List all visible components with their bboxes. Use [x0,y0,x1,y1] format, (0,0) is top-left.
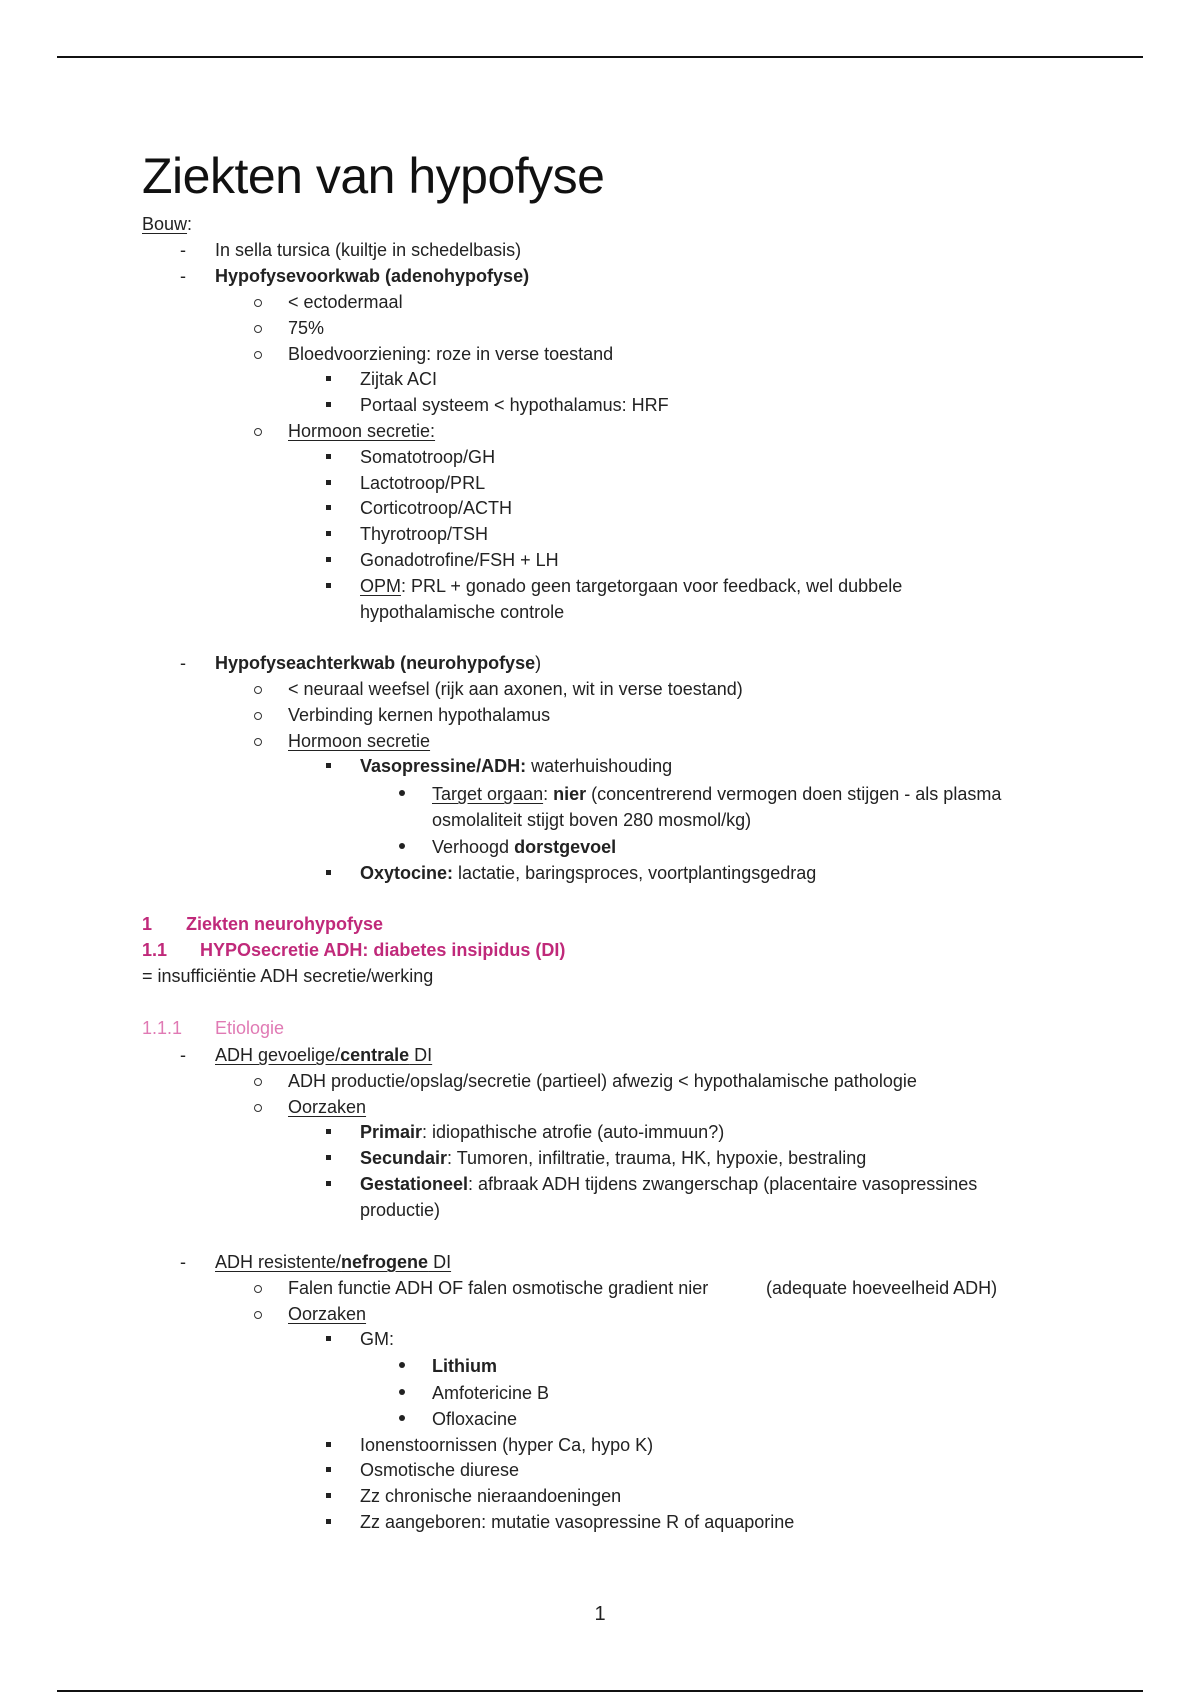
dash-bullet: - [180,1252,186,1272]
bouw-heading: Bouw: [142,214,193,234]
hormoon-item: Thyrotroop/TSH [360,524,489,544]
footer-rule [57,1690,1143,1692]
centrale-oorzaken-label: Oorzaken [288,1097,367,1117]
square-bullet [326,1442,331,1447]
square-bullet [326,454,331,459]
square-bullet [326,1467,331,1472]
circle-bullet [254,712,262,720]
section-1-1-1-number: 1.1.1 [142,1018,183,1038]
nefrogene-oorzaak: Zz aangeboren: mutatie vasopressine R of aquaporine [360,1512,795,1532]
square-bullet [326,1181,331,1186]
round-bullet [399,1362,405,1368]
nefrogene-di-heading: ADH resistente/nefrogene DI [215,1252,452,1272]
achterkwab-neuraal: < neuraal weefsel (rijk aan axonen, wit in verse toestand) [288,679,743,699]
section-1-1-title: HYPOsecretie ADH: diabetes insipidus (DI) [200,940,566,960]
nefrogene-oorzaken-label: Oorzaken [288,1304,367,1324]
section-1-number: 1 [142,914,153,934]
voorkwab-heading: Hypofysevoorkwab (adenohypofyse) [215,266,530,286]
centrale-di-heading: ADH gevoelige/centrale DI [215,1045,433,1065]
circle-bullet [254,351,262,359]
round-bullet [399,843,405,849]
square-bullet [326,1155,331,1160]
square-bullet [326,870,331,875]
dash-bullet: - [180,653,186,673]
square-bullet [326,480,331,485]
header-rule [57,56,1143,58]
voorkwab-hormoon-label: Hormoon secretie: [288,421,436,441]
nefrogene-oorzaak: Osmotische diurese [360,1460,520,1480]
oxytocine-item: Oxytocine: lactatie, baringsproces, voortplantingsgedrag [360,863,817,883]
voorkwab-bloed: Bloedvoorziening: roze in verse toestand [288,344,614,364]
dash-bullet: - [180,1045,186,1065]
voorkwab-ecto: < ectodermaal [288,292,403,312]
hormoon-item: Somatotroop/GH [360,447,496,467]
section-1-title: Ziekten neurohypofyse [186,914,384,934]
oorzaak-primair: Primair: idiopathische atrofie (auto-immuun?) [360,1122,725,1142]
oorzaak-gestationeel: Gestationeel: afbraak ADH tijdens zwangerschap (placentaire vasopressines [360,1174,978,1194]
bloed-sub-item: Zijtak ACI [360,369,438,389]
dorstgevoel-item: Verhoogd dorstgevoel [432,837,617,857]
dash-bullet: - [180,266,186,286]
section-1-1-1-title: Etiologie [215,1018,285,1038]
round-bullet [399,1415,405,1421]
achterkwab-verbinding: Verbinding kernen hypothalamus [288,705,551,725]
achterkwab-heading: Hypofyseachterkwab (neurohypofyse) [215,653,542,673]
circle-bullet [254,1285,262,1293]
section-1-1-number: 1.1 [142,940,168,960]
square-bullet [326,1493,331,1498]
page-number: 1 [594,1603,606,1625]
gm-label: GM: [360,1329,394,1349]
square-bullet [326,505,331,510]
bloed-sub-item: Portaal systeem < hypothalamus: HRF [360,395,669,415]
dash-bullet: - [180,240,186,260]
circle-bullet [254,428,262,436]
circle-bullet [254,299,262,307]
circle-bullet [254,686,262,694]
target-orgaan-cont: osmolaliteit stijgt boven 280 mosmol/kg) [432,810,752,830]
circle-bullet [254,1104,262,1112]
page-title: Ziekten van hypofyse [142,148,605,204]
circle-bullet [254,1311,262,1319]
voorkwab-pct: 75% [288,318,325,338]
oorzaak-secundair: Secundair: Tumoren, infiltratie, trauma, HK, hypoxie, bestraling [360,1148,867,1168]
opm-note: OPM: PRL + gonado geen targetorgaan voor feedback, wel dubbele [360,576,903,596]
circle-bullet [254,738,262,746]
circle-bullet [254,325,262,333]
nefrogene-falen-note: (adequate hoeveelheid ADH) [766,1278,998,1298]
round-bullet [399,1389,405,1395]
hormoon-item: Corticotroop/ACTH [360,498,513,518]
circle-bullet [254,1078,262,1086]
bouw-item-sella: In sella tursica (kuiltje in schedelbasis) [215,240,522,260]
centrale-productie: ADH productie/opslag/secretie (partieel) afwezig < hypothalamische pathologie [288,1071,917,1091]
square-bullet [326,557,331,562]
square-bullet [326,763,331,768]
square-bullet [326,583,331,588]
nefrogene-oorzaak: Zz chronische nieraandoeningen [360,1486,622,1506]
hormoon-item: Lactotroop/PRL [360,473,486,493]
square-bullet [326,402,331,407]
square-bullet [326,1129,331,1134]
square-bullet [326,1336,331,1341]
nefrogene-oorzaak: Ionenstoornissen (hyper Ca, hypo K) [360,1435,654,1455]
square-bullet [326,376,331,381]
oorzaak-gestationeel-cont: productie) [360,1200,441,1220]
round-bullet [399,790,405,796]
target-orgaan: Target orgaan: nier (concentrerend vermogen doen stijgen - als plasma [432,784,1002,804]
gm-item: Amfotericine B [432,1383,550,1403]
vasopressine-item: Vasopressine/ADH: waterhuishouding [360,756,673,776]
opm-note-cont: hypothalamische controle [360,602,565,622]
gm-item-lithium: Lithium [432,1356,497,1376]
square-bullet [326,531,331,536]
nefrogene-falen: Falen functie ADH OF falen osmotische gradient nier [288,1278,709,1298]
gm-item: Ofloxacine [432,1409,518,1429]
achterkwab-hormoon-label: Hormoon secretie [288,731,431,751]
square-bullet [326,1519,331,1524]
hormoon-item: Gonadotrofine/FSH + LH [360,550,559,570]
definition-text: = insufficiëntie ADH secretie/werking [142,966,434,986]
